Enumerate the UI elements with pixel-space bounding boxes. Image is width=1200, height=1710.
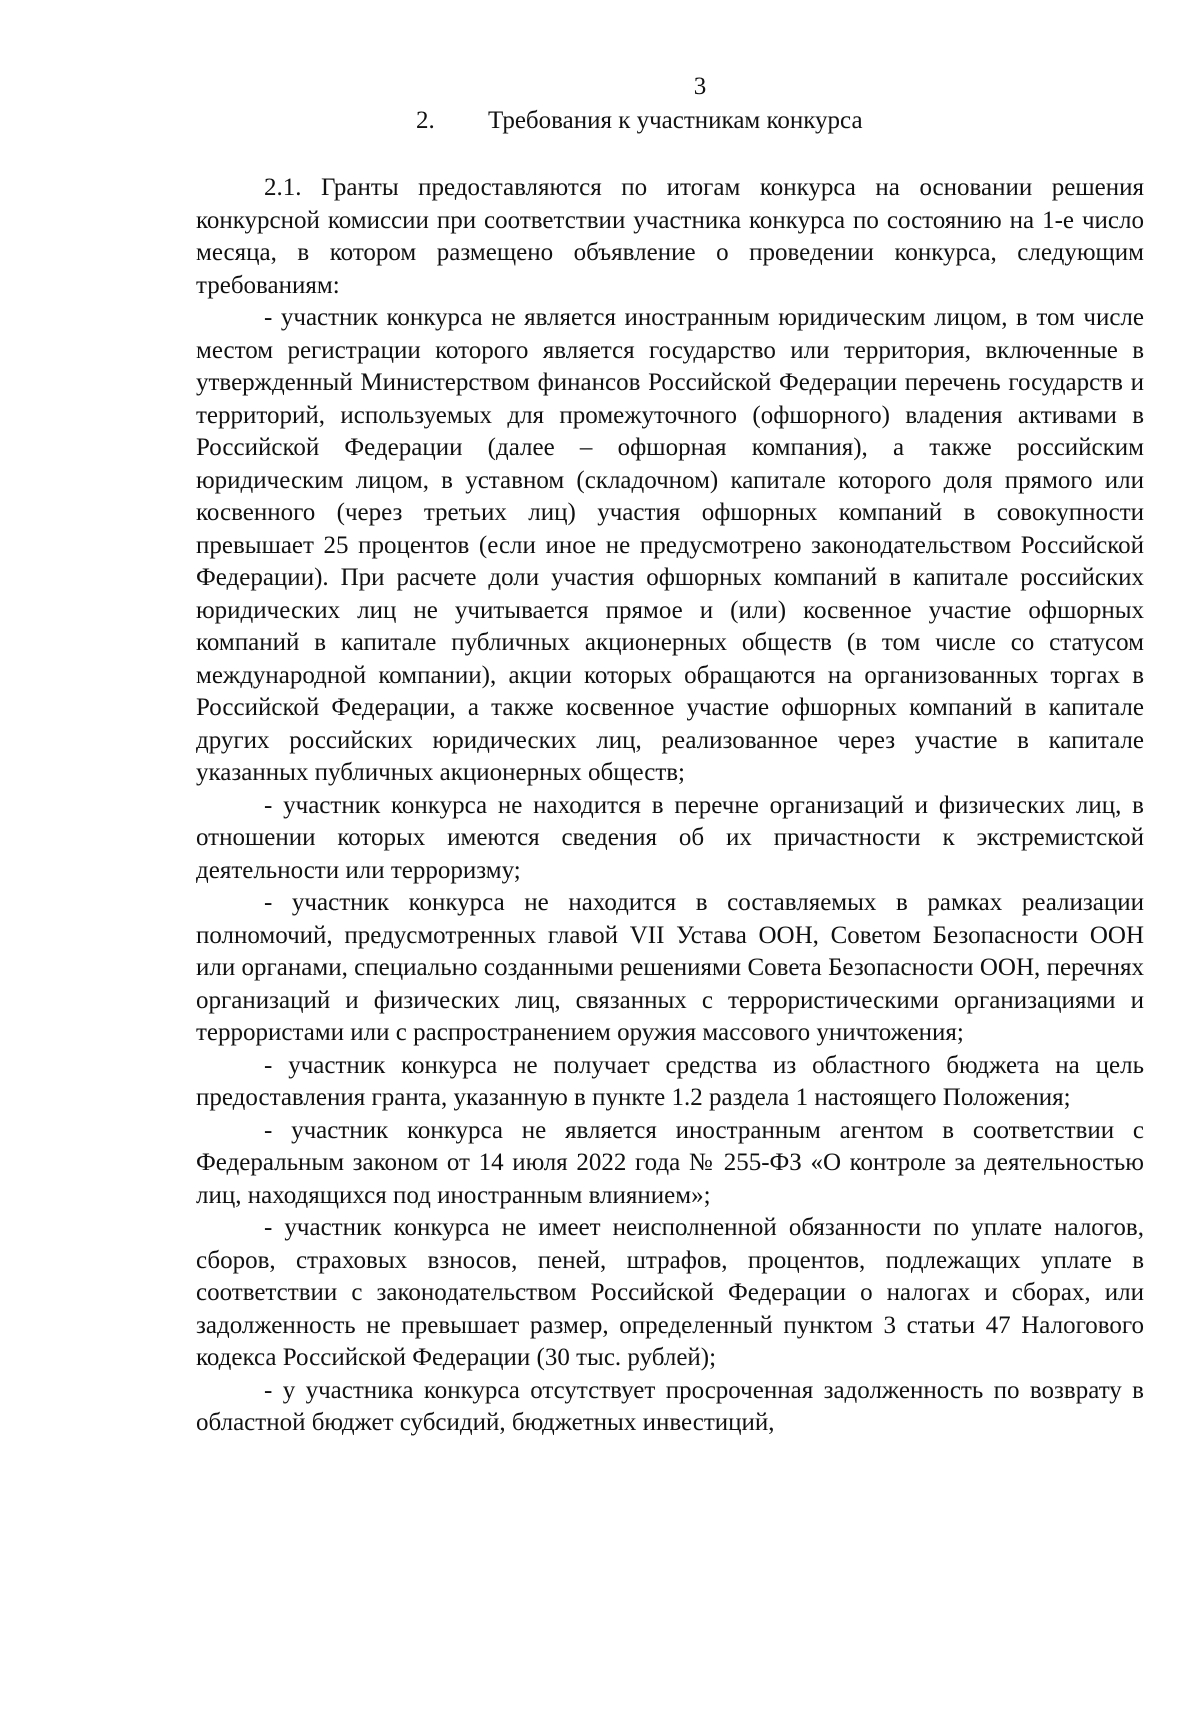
requirement-offshore: - участник конкурса не является иностранным юридическим лицом, в том числе местом регистрации которого является государство или территория, включенные в утвержденный Министерством финансов Российской Федерации перечень государств и территорий, используемых для промежуточного (офшорного) владения активами в Российской Федерации (далее – офшорная компания), а также российским юридическим лицом, в уставном (складочном) капитале которого доля прямого или косвенного (через третьих лиц) участия офшорных компаний в совокупности превышает 25 процентов (если иное не предусмотрено законодательством Российской Федерации). При расчете доли участия офшорных компаний в капитале российских юридических лиц не учитывается прямое и (или) косвенное участие офшорных компаний в капитале публичных акционерных обществ (в том числе со статусом международной компании), акции которых обращаются на организованных торгах в Российской Федерации, а также косвенное участие офшорных компаний в капитале других российских юридических лиц, реализованное через участие в капитале указанных публичных акционерных обществ; (196, 304, 1144, 786)
requirement-overdue-debt: - у участника конкурса отсутствует просроченная задолженность по возврату в областной бюджет субсидий, бюджетных инвестиций, (196, 1376, 1144, 1436)
section-heading (196, 104, 1144, 138)
requirement-un-lists: - участник конкурса не находится в составляемых в рамках реализации полномочий, предусмотренных главой VII Устава ООН, Советом Безопасности ООН или органами, специально созданными решениями Совета Безопасности ООН, перечнях организаций и физических лиц, связанных с террористическими организациями и террористами или с распространением оружия массового уничтожения; (196, 889, 1144, 1046)
requirement-no-budget-funds: - участник конкурса не получает средства из областного бюджета на цель предоставления гранта, указанную в пункте 1.2 раздела 1 настоящего Положения; (196, 1051, 1144, 1111)
page-number: 3 (693, 73, 707, 100)
section-number: 2. (416, 107, 435, 134)
requirement-tax-debt: - участник конкурса не имеет неисполненной обязанности по уплате налогов, сборов, страховых взносов, пеней, штрафов, процентов, подлежащих уплате в соответствии с законодательством Российской Федерации о налогах и сборах, или задолженность не превышает размер, определенный пунктом 3 статьи 47 Налогового кодекса Российской Федерации (30 тыс. рублей); (196, 1214, 1144, 1371)
paragraph-2-1: 2.1. Гранты предоставляются по итогам конкурса на основании решения конкурсной комиссии при соответствии участника конкурса по состоянию на 1-е число месяца, в котором размещено объявление о проведении конкурса, следующим требованиям: (196, 174, 1144, 299)
requirement-extremism: - участник конкурса не находится в перечне организаций и физических лиц, в отношении которых имеются сведения об их причастности к экстремистской деятельности или терроризму; (196, 791, 1144, 884)
requirement-foreign-agent: - участник конкурса не является иностранным агентом в соответствии с Федеральным законом от 14 июля 2022 года № 255-ФЗ «О контроле за деятельностью лиц, находящихся под иностранным влиянием»; (196, 1116, 1144, 1209)
document-page (196, 70, 1144, 1440)
section-title: Требования к участникам конкурса (488, 107, 863, 134)
